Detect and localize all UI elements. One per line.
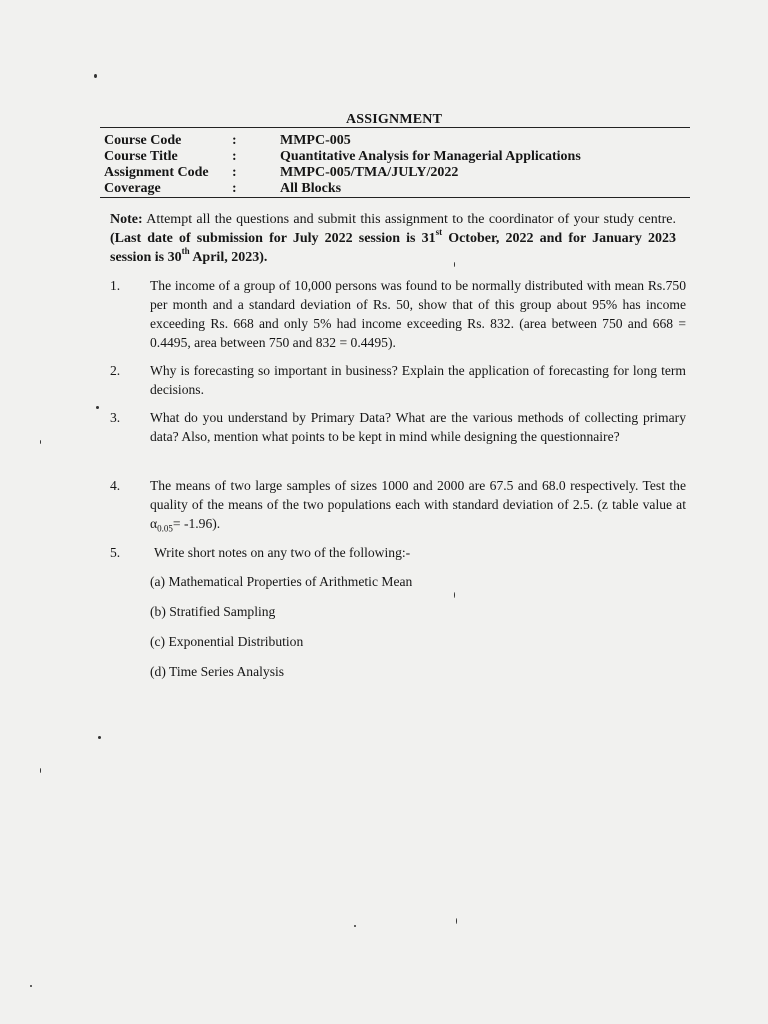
subitem-d: (d) Time Series Analysis — [150, 664, 285, 679]
note-label: Note: — [110, 212, 143, 227]
coverage-row — [104, 181, 684, 197]
assignment-heading: ASSIGNMENT — [346, 112, 443, 127]
question-number: 3. — [110, 410, 121, 425]
ordinal-suffix: st — [435, 227, 443, 238]
meta-separator: : — [232, 149, 237, 164]
note-text: Attempt all the questions and submit this assignment to the coordinator of your study centre. — [142, 212, 676, 227]
question-number: 4. — [110, 478, 121, 493]
assignment-code-row — [104, 165, 684, 181]
subitem-c: (c) Exponential Distribution — [150, 634, 304, 649]
meta-value: All Blocks — [280, 181, 342, 196]
question-text: Write short notes on any two of the following:- — [154, 545, 411, 560]
question-4 — [110, 476, 686, 539]
header-rule-bottom — [100, 197, 690, 198]
scan-speck — [96, 406, 99, 409]
header-rule-top — [100, 127, 690, 128]
course-title-row — [104, 149, 684, 165]
question-text: The income of a group of 10,000 persons was found to be normally distributed with mean Rs.750 per month and a standard deviation of Rs. 50, show that of this group about 95% has income exceeding Rs. 668 and only 5% had income exceeding Rs. 832. (area between 750 and 668 = 0.4495, area between 750 and 832 = 0.4495). — [150, 278, 686, 350]
scan-speck — [98, 736, 101, 739]
question-text: Why is forecasting so important in business? Explain the application of forecasting for long term decisions. — [150, 363, 686, 397]
course-code-row — [104, 133, 684, 149]
question-text: What do you understand by Primary Data? What are the various methods of collecting primary data? Also, mention what points to be kept in mind while designing the questionnaire? — [150, 410, 686, 444]
deadline-part-2: October, 2022 and for January 2023 session is 30 — [110, 231, 676, 265]
meta-value: MMPC-005/TMA/JULY/2022 — [280, 165, 459, 180]
course-info-table — [104, 133, 684, 197]
question-2 — [110, 361, 686, 399]
meta-separator: : — [232, 165, 237, 180]
scan-speck — [40, 440, 41, 444]
question-number: 1. — [110, 278, 121, 293]
submission-note — [110, 210, 676, 267]
question-number: 2. — [110, 363, 121, 378]
question-1 — [110, 276, 686, 352]
subitem-b: (b) Stratified Sampling — [150, 604, 276, 619]
question-number: 5. — [110, 545, 121, 560]
question-text-main: The means of two large samples of sizes 1000 and 2000 are 67.5 and 68.0 respectively. Test the quality of the means of the two populations each with standard deviation of 2.5. (z table value at α — [150, 478, 686, 531]
meta-value: MMPC-005 — [280, 133, 351, 148]
question-text — [150, 476, 686, 539]
meta-separator: : — [232, 133, 237, 148]
scan-speck — [354, 925, 356, 927]
meta-key: Course Code — [104, 133, 182, 148]
subitem-a: (a) Mathematical Properties of Arithmetic Mean — [150, 574, 413, 589]
question-5 — [110, 543, 686, 562]
alpha-subscript: 0.05 — [157, 523, 173, 534]
meta-key: Course Title — [104, 149, 178, 164]
ordinal-suffix: th — [181, 246, 190, 257]
meta-value: Quantitative Analysis for Managerial Applications — [280, 149, 581, 164]
note-deadline — [110, 227, 676, 265]
scan-speck — [454, 592, 455, 598]
question-text-end: = -1.96). — [172, 516, 221, 531]
meta-separator: : — [232, 181, 237, 196]
scan-speck — [94, 74, 97, 78]
scan-speck — [30, 985, 32, 987]
meta-key: Coverage — [104, 181, 161, 196]
deadline-part-1: (Last date of submission for July 2022 session is 31 — [110, 231, 436, 246]
meta-key: Assignment Code — [104, 165, 209, 180]
scan-speck — [456, 918, 457, 924]
deadline-part-3: April, 2023). — [189, 250, 268, 265]
question-3 — [110, 408, 686, 446]
scan-speck — [40, 768, 41, 773]
scan-speck — [454, 262, 455, 267]
